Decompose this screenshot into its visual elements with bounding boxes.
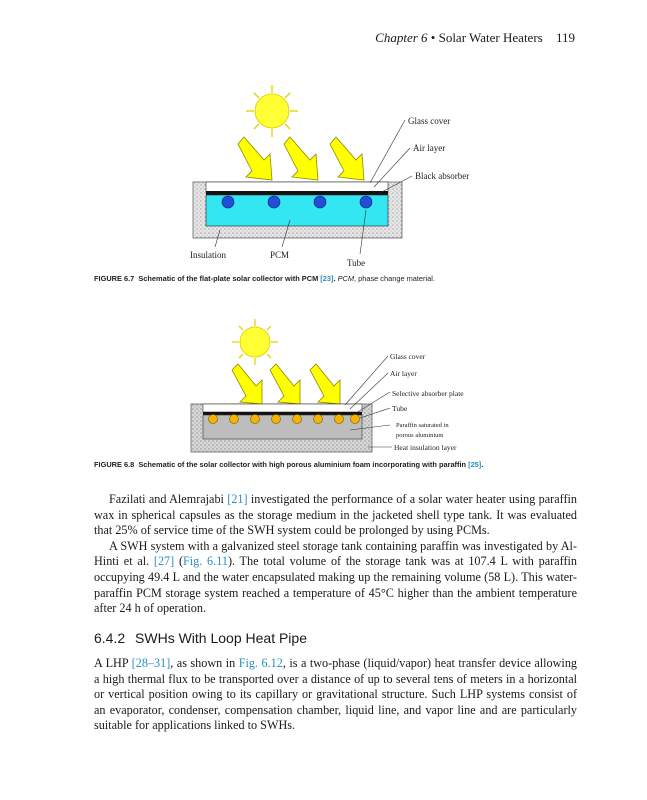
header-separator: • [430, 30, 436, 45]
body-text-block [94, 656, 577, 734]
sunray-arrow [238, 137, 272, 180]
paragraph [94, 656, 577, 734]
label-glass-cover: Glass cover [408, 116, 451, 126]
label-tube: Tube [347, 258, 366, 268]
section-title: SWHs With Loop Heat Pipe [135, 630, 307, 646]
citation-link[interactable]: [21] [227, 492, 248, 506]
caption-abbr: PCM [337, 274, 355, 283]
citation-link[interactable]: [27] [153, 554, 175, 569]
tube-circle [272, 415, 281, 424]
tube-circle [251, 415, 260, 424]
paragraph-text: Fazilati and Alemrajabi [109, 492, 228, 506]
paragraph [94, 539, 577, 617]
tube-circle [230, 415, 239, 424]
label-insulation: Insulation [190, 250, 226, 260]
section-heading [94, 630, 307, 646]
label-air-layer: Air layer [390, 369, 417, 378]
label-black-absorber: Black absorber [415, 171, 470, 181]
caption-text: Schematic of the solar collector with high porous aluminium foam incorporating with paraffin [138, 460, 467, 469]
paragraph-text: A LHP [94, 656, 132, 670]
collector-box [193, 182, 402, 238]
tube-circle [314, 415, 323, 424]
sunray-arrows [238, 137, 364, 180]
caption-end: . [481, 460, 484, 469]
sunray-arrow [284, 137, 318, 180]
label-heat-insulation: Heat insulation layer [394, 443, 457, 452]
paragraph-text: ). The total volume of the storage tank was at 107.4 L with paraffin occupying 49.4 L and the water encapsulated making up the remaining volume (58 L). This water-paraffin PCM storage system reached a temperature of 45°C higher than the ambient temperature after 24 h of operation. [94, 554, 577, 616]
paragraph-text: investigated the performance of a solar water heater using paraffin wax in spherical capsules as the storage medium in the jacketed shell type tank. It was evaluated that 25% of service time of the SWH system could be prolonged by using PCMs. [94, 492, 577, 538]
body-text-block [94, 492, 577, 617]
collector-box [191, 404, 372, 452]
section-number: 6.4.2 [94, 630, 126, 646]
sunray-arrow [330, 137, 364, 180]
sunray-arrow [310, 364, 340, 404]
figure-6-7-caption: FIGURE 6.7 Schematic of the flat-plate solar collector with PCM [23]. PCM, phase change material. [94, 274, 435, 283]
label-paraffin-line1: Paraffin saturated in [396, 422, 449, 429]
sunray-arrows [232, 364, 340, 404]
caption-text: Schematic of the flat-plate solar collector with PCM [138, 274, 319, 283]
figure-6-7 [0, 80, 647, 280]
running-header [375, 30, 575, 46]
tube-circle [222, 196, 234, 208]
tube-circle [351, 415, 360, 424]
label-tube: Tube [392, 404, 408, 413]
figure-id: FIGURE 6.8 [94, 460, 135, 469]
figure-6-8-caption [94, 460, 594, 469]
sun-icon [232, 319, 278, 365]
tube-circle [293, 415, 302, 424]
page-number: 119 [555, 30, 575, 45]
paragraph-text: , as shown in [170, 656, 239, 670]
paragraph-text: ( [174, 554, 184, 569]
label-air-layer: Air layer [413, 143, 446, 153]
sun-icon [246, 85, 298, 137]
paragraph-text: A SWH system with a galvanized steel storage tank containing paraffin was investigated by Al-Hinti et al. [94, 538, 577, 569]
citation-link[interactable]: [23] [320, 274, 334, 283]
sunray-arrow [232, 364, 262, 404]
chapter-label: Chapter 6 [375, 30, 428, 45]
figure-link[interactable]: Fig. 6.12 [238, 656, 283, 670]
figure-6-8 [0, 316, 647, 476]
figure-id: FIGURE 6.7 [94, 274, 135, 283]
citation-link[interactable]: [28–31] [131, 656, 171, 670]
tube-circle [268, 196, 280, 208]
citation-link[interactable]: [25] [468, 460, 482, 469]
paragraph [94, 492, 577, 539]
label-paraffin-line2: porous aluminium [396, 432, 444, 439]
chapter-title: Solar Water Heaters [438, 30, 543, 45]
label-pcm: PCM [270, 250, 290, 260]
caption-note: , phase change material. [354, 274, 435, 283]
tube-circle [335, 415, 344, 424]
figure-link[interactable]: Fig. 6.11 [183, 554, 228, 569]
label-glass-cover: Glass cover [390, 352, 426, 361]
tube-circle [314, 196, 326, 208]
paragraph-text: , is a two-phase (liquid/vapor) heat transfer device allowing a high thermal flux to be transported over a distance of up to several tens of meters in a horizontal or vertical position owing to its capillary or gravitational structure. Such LHP systems consist of an evaporator, condenser, compensation chamber, liquid line, and vapor line and are particularly suitable for applications linked to SWHs. [94, 656, 578, 733]
tube-circle [360, 196, 372, 208]
tube-circle [209, 415, 218, 424]
label-selective-absorber: Selective absorber plate [392, 389, 464, 398]
sunray-arrow [270, 364, 300, 404]
